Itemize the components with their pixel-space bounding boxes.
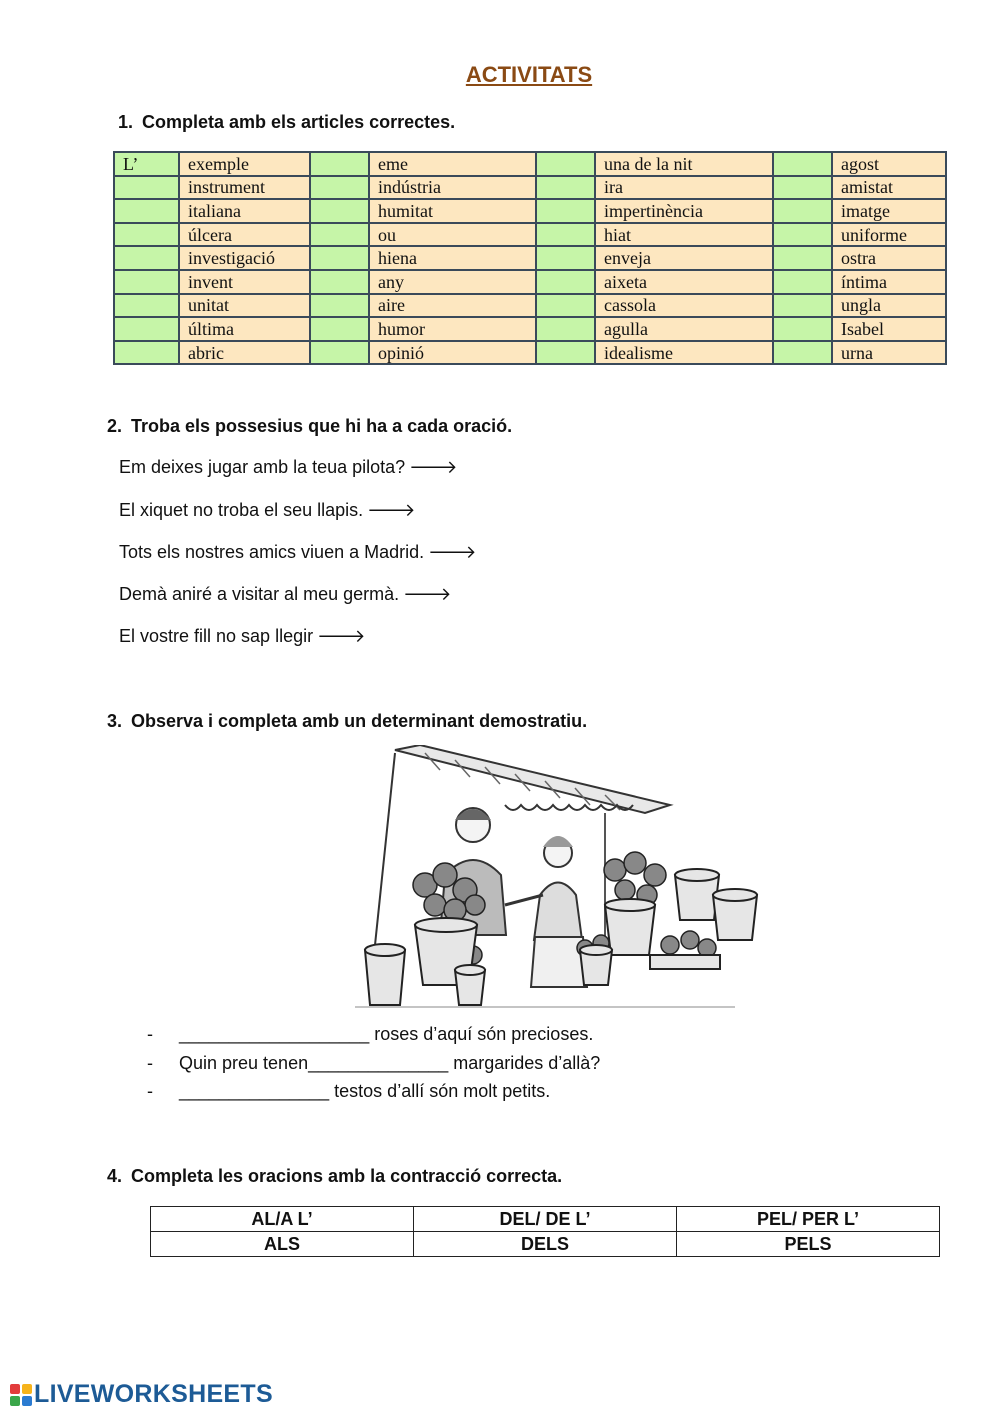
answer-cell[interactable] xyxy=(536,176,595,200)
answer-cell[interactable] xyxy=(310,223,369,247)
word-cell: L’ xyxy=(114,152,179,176)
word-cell: íntima xyxy=(832,270,946,294)
table-row xyxy=(114,341,946,365)
table-cell: PEL/ PER L’ xyxy=(677,1207,940,1232)
word-cell: hiena xyxy=(369,246,536,270)
answer-cell[interactable] xyxy=(536,246,595,270)
possessive-sentence: Em deixes jugar amb la teua pilota? 🡒 xyxy=(119,457,458,477)
answer-cell[interactable] xyxy=(536,199,595,223)
arrow-icon: 🡒 xyxy=(409,457,458,477)
answer-cell[interactable] xyxy=(114,176,179,200)
section4-heading-text: Completa les oracions amb la contracció correcta. xyxy=(131,1166,563,1186)
possessive-sentence: El xiquet no troba el seu llapis. 🡒 xyxy=(119,500,416,520)
table-row xyxy=(114,152,946,176)
section3-heading-text: Observa i completa amb un determinant demostratiu. xyxy=(131,711,588,731)
word-cell: exemple xyxy=(179,152,310,176)
word-cell: ungla xyxy=(832,294,946,318)
word-cell: ira xyxy=(595,176,773,200)
word-cell: última xyxy=(179,317,310,341)
answer-cell[interactable] xyxy=(114,270,179,294)
word-cell: italiana xyxy=(179,199,310,223)
word-cell: enveja xyxy=(595,246,773,270)
table-row xyxy=(114,176,946,200)
word-cell: abric xyxy=(179,341,310,365)
answer-cell[interactable] xyxy=(773,223,832,247)
flower-stall-illustration xyxy=(355,745,765,1015)
answer-cell[interactable] xyxy=(114,317,179,341)
word-cell: opinió xyxy=(369,341,536,365)
answer-cell[interactable] xyxy=(310,246,369,270)
arrow-icon: 🡒 xyxy=(403,584,452,604)
answer-cell[interactable] xyxy=(310,270,369,294)
word-cell: úlcera xyxy=(179,223,310,247)
word-cell: idealisme xyxy=(595,341,773,365)
answer-cell[interactable] xyxy=(536,152,595,176)
arrow-icon: 🡒 xyxy=(428,542,477,562)
word-cell: urna xyxy=(832,341,946,365)
answer-cell[interactable] xyxy=(310,294,369,318)
answer-cell[interactable] xyxy=(773,341,832,365)
word-cell: uniforme xyxy=(832,223,946,247)
section1-number: 1. xyxy=(118,112,134,132)
answer-cell[interactable] xyxy=(114,341,179,365)
section2-heading xyxy=(107,416,512,437)
articles-table xyxy=(113,151,947,365)
table-row xyxy=(114,246,946,270)
section3-heading xyxy=(107,711,587,732)
answer-cell[interactable] xyxy=(536,294,595,318)
answer-cell[interactable] xyxy=(773,294,832,318)
answer-cell[interactable] xyxy=(773,317,832,341)
section3-number: 3. xyxy=(107,711,123,731)
answer-cell[interactable] xyxy=(310,317,369,341)
possessive-sentence: Demà aniré a visitar al meu germà. 🡒 xyxy=(119,584,452,604)
table-cell: DEL/ DE L’ xyxy=(414,1207,677,1232)
table-cell: AL/A L’ xyxy=(151,1207,414,1232)
answer-cell[interactable] xyxy=(114,223,179,247)
answer-cell[interactable] xyxy=(310,152,369,176)
word-cell: eme xyxy=(369,152,536,176)
possessive-sentence: Tots els nostres amics viuen a Madrid. 🡒 xyxy=(119,542,477,562)
liveworksheets-footer xyxy=(10,1380,273,1409)
arrow-icon: 🡒 xyxy=(367,500,416,520)
word-cell: invent xyxy=(179,270,310,294)
word-cell: imatge xyxy=(832,199,946,223)
table-cell: ALS xyxy=(151,1232,414,1257)
table-row xyxy=(151,1207,940,1232)
answer-cell[interactable] xyxy=(773,152,832,176)
answer-cell[interactable] xyxy=(773,199,832,223)
brand-text: LIVEWORKSHEETS xyxy=(34,1380,273,1408)
possessive-sentence: El vostre fill no sap llegir 🡒 xyxy=(119,626,366,646)
table-row xyxy=(114,223,946,247)
word-cell: any xyxy=(369,270,536,294)
table-cell: PELS xyxy=(677,1232,940,1257)
word-cell: ostra xyxy=(832,246,946,270)
answer-cell[interactable] xyxy=(310,176,369,200)
arrow-icon: 🡒 xyxy=(317,626,366,646)
answer-cell[interactable] xyxy=(536,270,595,294)
answer-cell[interactable] xyxy=(773,176,832,200)
table-row xyxy=(114,199,946,223)
word-cell: humitat xyxy=(369,199,536,223)
word-cell: cassola xyxy=(595,294,773,318)
answer-cell[interactable] xyxy=(310,199,369,223)
section2-heading-text: Troba els possesius que hi ha a cada oració. xyxy=(131,416,513,436)
table-cell: DELS xyxy=(414,1232,677,1257)
word-cell: instrument xyxy=(179,176,310,200)
answer-cell[interactable] xyxy=(536,317,595,341)
section1-heading xyxy=(118,112,455,133)
word-cell: humor xyxy=(369,317,536,341)
table-row xyxy=(114,270,946,294)
table-row xyxy=(114,294,946,318)
word-cell: una de la nit xyxy=(595,152,773,176)
answer-cell[interactable] xyxy=(114,246,179,270)
demonstrative-item: - ___________________ roses d’aquí són precioses. xyxy=(147,1024,594,1044)
contractions-table xyxy=(150,1206,940,1257)
answer-cell[interactable] xyxy=(114,199,179,223)
answer-cell[interactable] xyxy=(536,223,595,247)
word-cell: ou xyxy=(369,223,536,247)
word-cell: agost xyxy=(832,152,946,176)
answer-cell[interactable] xyxy=(773,270,832,294)
answer-cell[interactable] xyxy=(114,294,179,318)
page-title: ACTIVITATS xyxy=(465,62,593,87)
section4-heading xyxy=(107,1166,562,1187)
word-cell: aire xyxy=(369,294,536,318)
section2-number: 2. xyxy=(107,416,123,436)
word-cell: aixeta xyxy=(595,270,773,294)
demonstrative-item: - _______________ testos d’allí són molt petits. xyxy=(147,1081,551,1101)
section4-number: 4. xyxy=(107,1166,123,1186)
word-cell: agulla xyxy=(595,317,773,341)
table-row xyxy=(114,317,946,341)
answer-cell[interactable] xyxy=(773,246,832,270)
word-cell: amistat xyxy=(832,176,946,200)
word-cell: hiat xyxy=(595,223,773,247)
word-cell: impertinència xyxy=(595,199,773,223)
word-cell: indústria xyxy=(369,176,536,200)
answer-cell[interactable] xyxy=(310,341,369,365)
table-row xyxy=(151,1232,940,1257)
liveworksheets-logo-icon xyxy=(10,1384,32,1406)
answer-cell[interactable] xyxy=(536,341,595,365)
section1-heading-text: Completa amb els articles correctes. xyxy=(142,112,456,132)
demonstrative-item: - Quin preu tenen______________ margarides d’allà? xyxy=(147,1053,601,1073)
word-cell: unitat xyxy=(179,294,310,318)
word-cell: investigació xyxy=(179,246,310,270)
word-cell: Isabel xyxy=(832,317,946,341)
